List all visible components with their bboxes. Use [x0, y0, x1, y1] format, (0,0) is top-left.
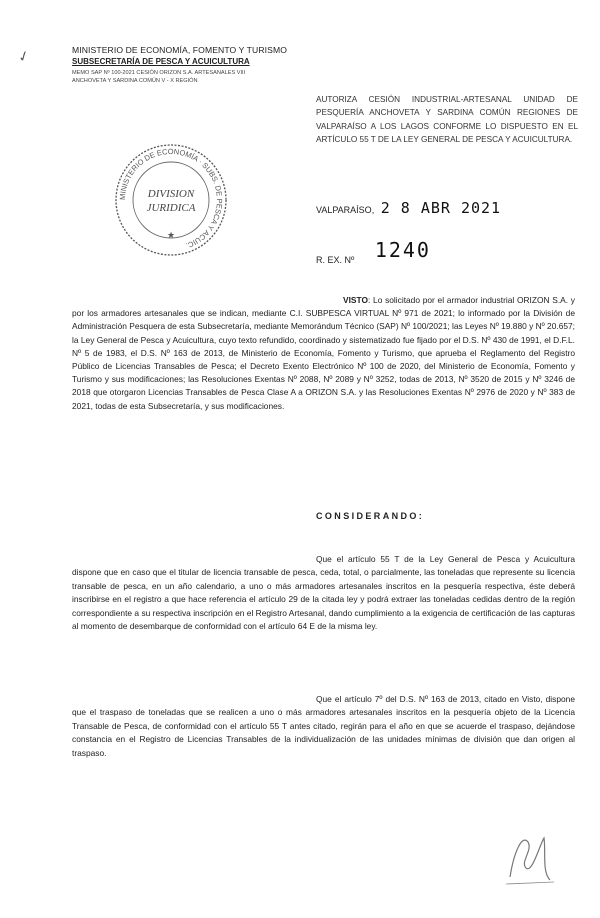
date-stamp: 2 8 ABR 2021 — [380, 199, 502, 217]
seal-inner-line-1: DIVISION — [147, 188, 195, 200]
memo-reference-line-2: ANCHOVETA Y SARDINA COMÚN V - X REGIÓN — [72, 78, 198, 84]
considerando-paragraph-2: Que el artículo 7º del D.S. Nº 163 de 2013, citado en Visto, dispone que el traspaso de toneladas que se realicen a uno o más armadores artesanales inscritos en la pesquería objeto de la Licencia Transable de Pesca, de conformidad con el artículo 55 T antes citado, regirán para el año en que se acuerde el traspaso, dejándose constancia en el Registro de Licencias Transables de la individualización de las unidades mínimas de división que dan origen al traspaso. — [72, 694, 575, 758]
seal-star-icon: ★ — [166, 230, 176, 240]
ministry-name: MINISTERIO DE ECONOMÍA, FOMENTO Y TURISMO — [72, 45, 287, 55]
handwritten-check-mark: ✓ — [15, 46, 32, 66]
considerando-paragraph-1: Que el artículo 55 T de la Ley General de Pesca y Acuicultura dispone que en caso que el titular de licencia transable de pesca, ceda, total, o parcialmente, las toneladas que represente su licencia transable de pesca, en un año calendario, a uno o más armadores artesanales inscritos en la pesquería respectiva, éste deberá inscribirse en el registro a que hace referencia el artículo 29 de la citada ley y podrá extraer las toneladas cedidas dentro de la región correspondiente a su respectiva inscripción en el Registro Artesanal, dando cumplimiento a la exigencia de certificación de las capturas al momento de desembarque de conformidad con el artículo 64 E de la misma ley. — [72, 554, 575, 632]
memo-reference-line-1: MEMO SAP Nº 100-2021 CESIÓN ORIZON S.A. ARTESANALES VIII — [72, 70, 246, 76]
resolution-number-line — [316, 238, 431, 268]
seal-outer-text: MINISTERIO DE ECONOMÍA · SUBS. DE PESCA Y ACUIC. — [117, 146, 225, 251]
considerando-heading: CONSIDERANDO: — [316, 511, 425, 521]
visto-text: : Lo solicitado por el armador industrial ORIZON S.A. y por los armadores artesanales que se indican, mediante C.I. SUBPESCA VIRTUAL Nº 971 de 2021; lo informado por la División de Administración Pesquera de esta Subsecretaría, mediante Memorándum Técnico (SAP) Nº 100/2021; las Leyes Nº 19.880 y Nº 20.657; la Ley General de Pesca y Acuicultura, cuyo texto refundido, coordinado y sistematizado fue fijado por el D.S. Nº 430 de 1991, el D.F.L. Nº 5 de 1983, el D.S. Nº 163 de 2013, de Ministerio de Economía, Fomento y Turismo, que aprueba el Reglamento del Registro Público de Licencias Transables de Pesca; el Decreto Exento Electrónico Nº 100 de 2020, del Ministerio de Economía, Fomento y Turismo y sus modificaciones; las Resoluciones Exentas Nº 2088, Nº 2089 y Nº 3252, todas de 2013, Nº 3520 de 2015 y Nº 3246 de 2018 que otorgaron Licencias Transables de Pesca Clase A a ORIZON S.A. y las Resoluciones Exentas Nº 2976 de 2020 y Nº 383 de 2021, todas de esta Subsecretaría, y sus modificaciones. — [72, 295, 575, 411]
handwritten-initials-icon — [500, 822, 560, 892]
subsecretaria-name: SUBSECRETARÍA DE PESCA Y ACUICULTURA — [72, 57, 250, 66]
date-line — [316, 199, 501, 217]
visto-paragraph — [72, 294, 575, 413]
visto-label: VISTO — [343, 295, 368, 305]
letterhead — [72, 45, 332, 85]
date-place: VALPARAÍSO, — [316, 205, 375, 215]
rex-number: 1240 — [374, 238, 431, 262]
seal-inner-line-2: JURIDICA — [146, 202, 196, 214]
rex-label: R. EX. Nº — [316, 255, 355, 265]
division-juridica-seal — [113, 142, 229, 258]
resolution-title: AUTORIZA CESIÓN INDUSTRIAL-ARTESANAL UNIDAD DE PESQUERÍA ANCHOVETA Y SARDINA COMÚN REGIONES DE VALPARAÍSO A LOS LAGOS CONFORME LO DISPUESTO EN EL ARTÍCULO 55 T DE LA LEY GENERAL DE PESCA Y ACUICULTURA. — [316, 95, 578, 144]
